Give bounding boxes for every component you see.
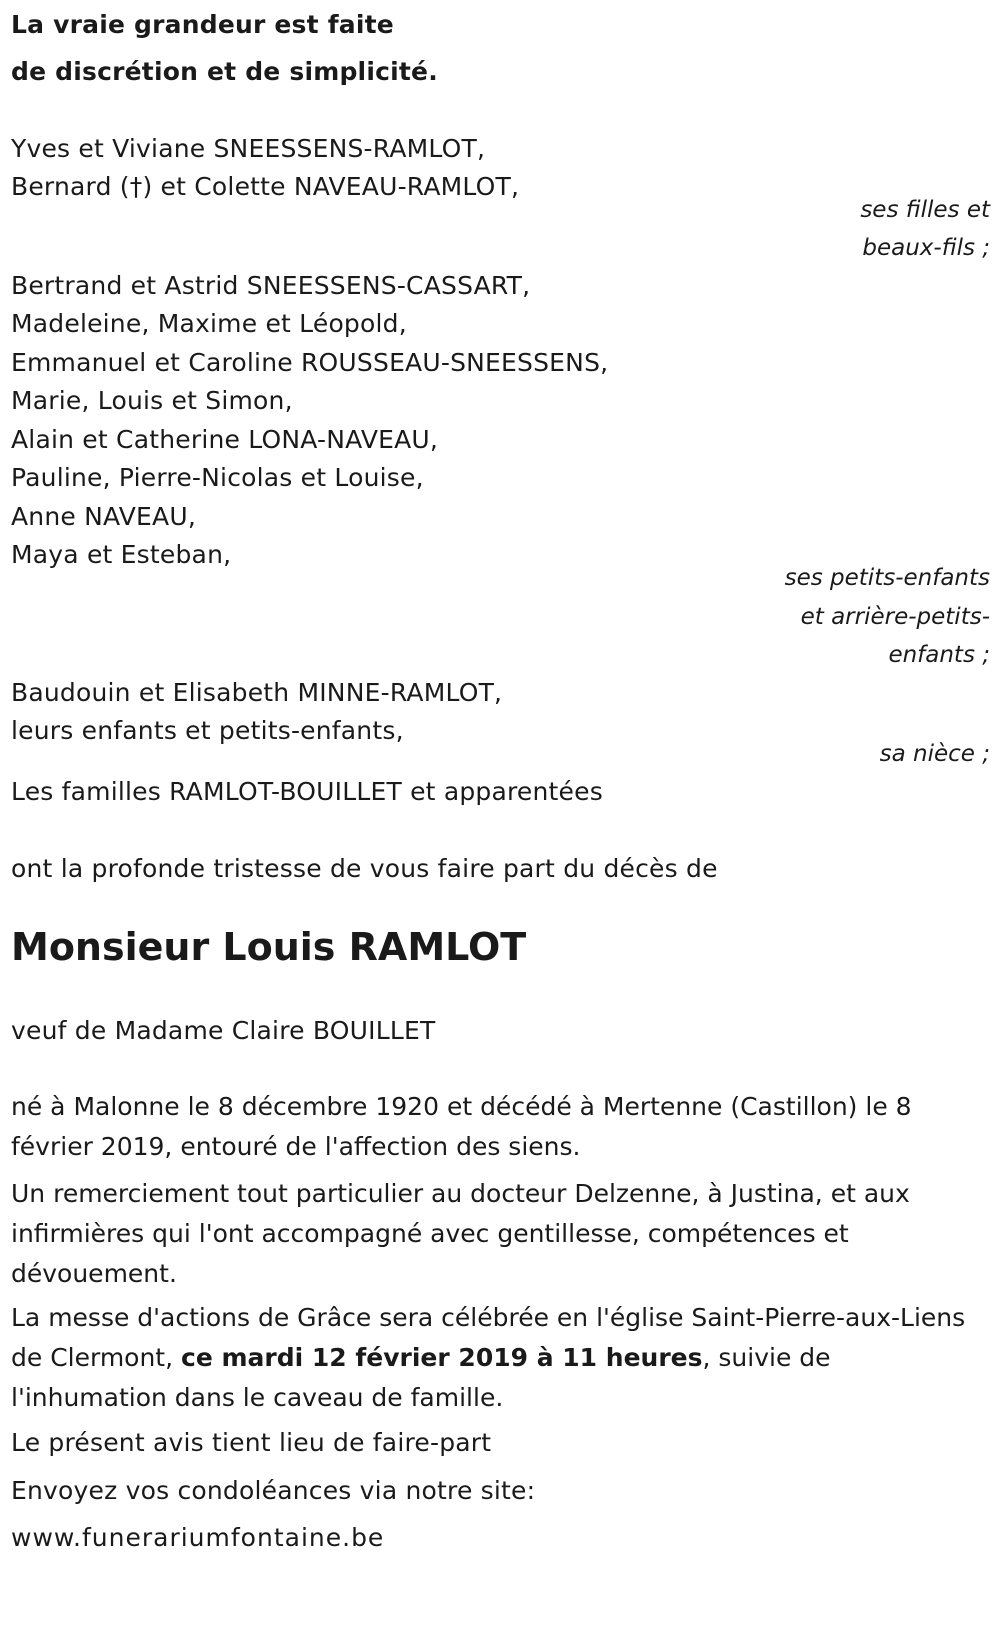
family-name-line: Madeleine, Maxime et Léopold, [11, 309, 407, 338]
notice-text: Le présent avis tient lieu de faire-part [11, 1428, 492, 1457]
mass-paragraph [11, 1298, 986, 1418]
family-name-line: Anne NAVEAU, [11, 502, 196, 531]
family-name-line: Marie, Louis et Simon, [11, 386, 293, 415]
relation-label: enfants ; [888, 642, 990, 668]
relation-label: beaux-fils ; [862, 235, 990, 261]
families-line: Les familles RAMLOT-BOUILLET et apparentées [11, 777, 603, 806]
family-name-line: Yves et Viviane SNEESSENS-RAMLOT, [11, 134, 486, 163]
birth-death-paragraph: né à Malonne le 8 décembre 1920 et décédé à Mertenne (Castillon) le 8 février 2019, entouré de l'affection des siens. [11, 1092, 912, 1161]
family-name-line: Maya et Esteban, [11, 540, 232, 569]
announcement-text: ont la profonde tristesse de vous faire part du décès de [11, 854, 718, 883]
website-link[interactable]: www.funerariumfontaine.be [11, 1523, 385, 1552]
family-name-line: Baudouin et Elisabeth MINNE-RAMLOT, [11, 678, 503, 707]
family-name-line: leurs enfants et petits-enfants, [11, 716, 404, 745]
family-name-line: Bernard (†) et Colette NAVEAU-RAMLOT, [11, 172, 520, 201]
family-name-line: Emmanuel et Caroline ROUSSEAU-SNEESSENS, [11, 348, 609, 377]
deceased-name: Monsieur Louis RAMLOT [11, 925, 527, 969]
mass-date-time: ce mardi 12 février 2019 à 11 heures [181, 1343, 703, 1372]
quote-line-2: de discrétion et de simplicité. [11, 57, 438, 86]
relation-label: ses filles et [860, 197, 990, 223]
relation-label: et arrière-petits- [800, 604, 990, 630]
family-name-line: Bertrand et Astrid SNEESSENS-CASSART, [11, 271, 531, 300]
mass-text-after: , suivie de l'inhumation dans le caveau de famille. [11, 1343, 831, 1412]
family-name-line: Pauline, Pierre-Nicolas et Louise, [11, 463, 424, 492]
relation-label: sa nièce ; [879, 741, 990, 767]
thanks-paragraph: Un remerciement tout particulier au docteur Delzenne, à Justina, et aux infirmières qui l'ont accompagné avec gentillesse, compétences et dévouement. [11, 1179, 910, 1288]
condolences-text: Envoyez vos condoléances via notre site: [11, 1476, 536, 1505]
relation-label: ses petits-enfants [784, 565, 990, 591]
mass-text-before: La messe d'actions de Grâce sera célébrée en l'église Saint-Pierre-aux-Liens de Clermont, [11, 1303, 966, 1372]
family-name-line: Alain et Catherine LONA-NAVEAU, [11, 425, 439, 454]
quote-line-1: La vraie grandeur est faite [11, 10, 394, 39]
widower-text: veuf de Madame Claire BOUILLET [11, 1016, 436, 1045]
